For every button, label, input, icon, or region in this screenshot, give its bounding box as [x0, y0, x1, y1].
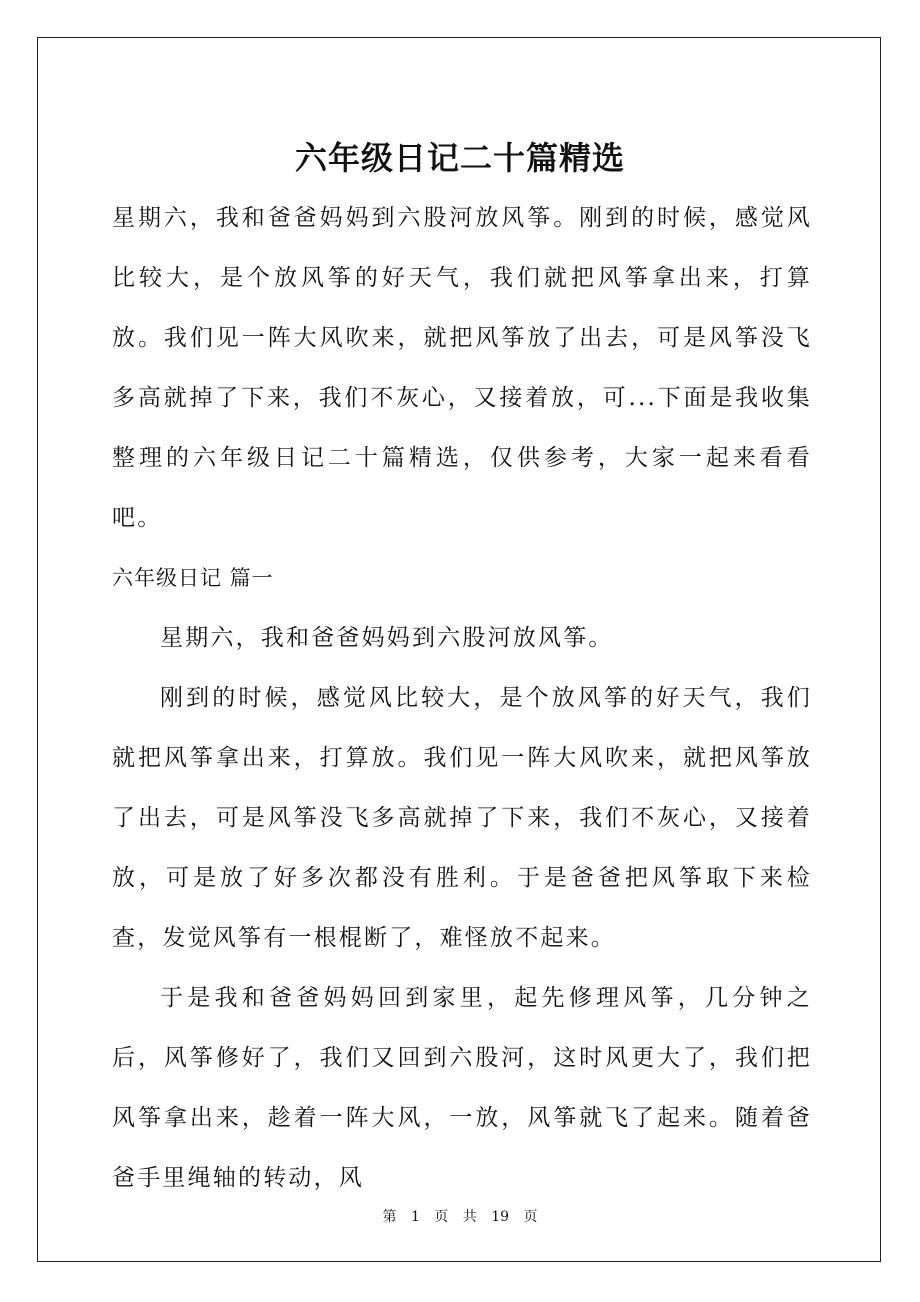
article-body: [112, 608, 812, 1208]
summary-paragraph: 星期六，我和爸爸妈妈到六股河放风筝。刚到的时候，感觉风比较大，是个放风筝的好天气，我们就把风筝拿出来，打算放。我们见一阵大风吹来，就把风筝放了出去，可是风筝没飞多高就掉了下来，我们不灰心，又接着放，可...下面是我收集整理的六年级日记二十篇精选，仅供参考，大家一起来看看吧。: [112, 205, 812, 531]
page-footer: 第 1 页 共 19 页: [382, 1209, 538, 1225]
body-paragraph: 星期六，我和爸爸妈妈到六股河放风筝。: [160, 625, 614, 651]
body-paragraph: 于是我和爸爸妈妈回到家里，起先修理风筝，几分钟之后，风筝修好了，我们又回到六股河，这时风更大了，我们把风筝拿出来，趁着一阵大风，一放，风筝就飞了起来。随着爸爸手里绳轴的转动，风: [112, 985, 812, 1191]
section-heading: 六年级日记 篇一: [112, 566, 274, 590]
body-paragraph: 刚到的时候，感觉风比较大，是个放风筝的好天气，我们就把风筝拿出来，打算放。我们见一阵大风吹来，就把风筝放了出去，可是风筝没飞多高就掉了下来，我们不灰心，又接着放，可是放了好多次都没有胜利。于是爸爸把风筝取下来检查，发觉风筝有一根棍断了，难怪放不起来。: [112, 685, 812, 951]
document-title: 六年级日记二十篇精选: [294, 139, 625, 178]
